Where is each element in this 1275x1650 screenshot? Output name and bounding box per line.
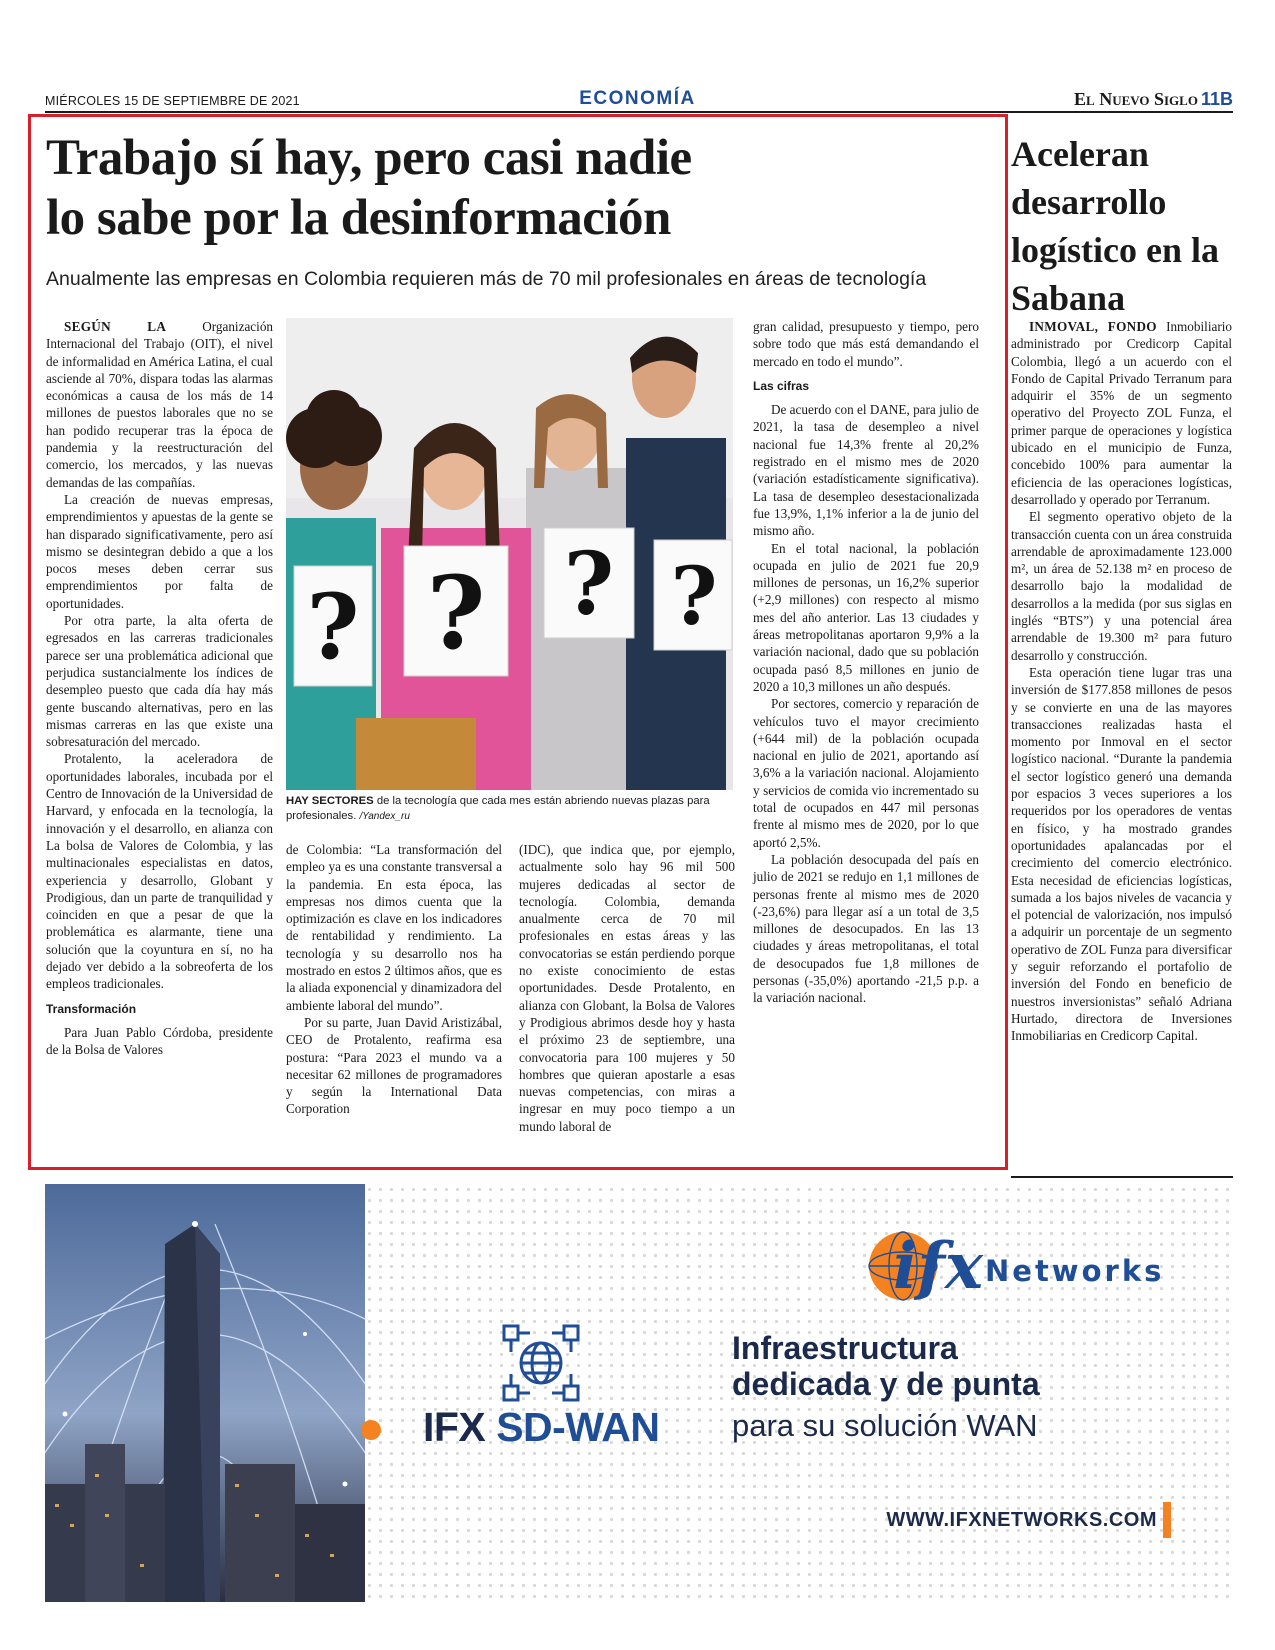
paragraph: Por otra parte, la alta oferta de egresados en las carreras tradicionales parece ser una problemática adicional que perjudica sustancialmente los índices de desempleo puesto que cada día hay más gente buscando alternativas, pero en las mismas carreras en las que existe una sobresaturación del mercado. (46, 613, 273, 750)
paragraph: gran calidad, presupuesto y tiempo, pero sobre todo que más está demandando el mercado en todo el mundo”. (753, 319, 979, 369)
paragraph: Por sectores, comercio y reparación de vehículos tuvo el mayor crecimiento (+644 mil) de la población ocupada nacional en julio de 2021, aportando así 3,6% a la variación nacional. Alojamiento y servicios de comida vio incrementado su total de ocupados en 447 mil personas frente al mismo mes de 2020, por lo que aportó 2,5%. (753, 696, 979, 850)
article-subhead: Anualmente las empresas en Colombia requieren más de 70 mil profesionales en áreas de tecnología (46, 268, 927, 290)
photo-credit: /Yandex_ru (359, 811, 410, 822)
orange-dot-accent (361, 1420, 381, 1440)
page-number: 11B (1200, 89, 1233, 109)
side-article-body (1011, 318, 1232, 1044)
question-sign (294, 566, 372, 686)
publication-name: El Nuevo Siglo (1074, 89, 1198, 109)
ad-tagline-regular: para su solución WAN (732, 1408, 1038, 1443)
svg-text:?: ? (563, 534, 615, 635)
article-column-3 (519, 841, 735, 1135)
lead-in: INMOVAL, FONDO (1029, 319, 1157, 334)
paragraph: La creación de nuevas empresas, emprendimientos y apuestas de la gente se han disparado significativamente, pero así mismo se desintegran debido a que a los pocos meses deben cerrar sus emprendimientos por falta de oportunidades. (46, 491, 273, 611)
article-headline (46, 128, 946, 248)
headline-line-1: Trabajo sí hay, pero casi nadie (46, 130, 692, 186)
question-sign (544, 528, 634, 638)
ad-tagline-bold (732, 1330, 1040, 1402)
product-brand: IFX (423, 1404, 486, 1450)
svg-text:?: ? (670, 549, 718, 643)
header-rule (45, 111, 1233, 113)
side-article-title: Aceleran desarrollo logístico en la Sabana (1011, 134, 1219, 318)
section-title: ECONOMÍA (579, 88, 696, 109)
product-name: SD-WAN (485, 1404, 660, 1450)
city-skyline-illustration (45, 1184, 365, 1602)
paragraph-text: Inmobiliario administrado por Credicorp Capital Colombia, llegó a un acuerdo con el Fondo de Capital Privado Terranum para adquirir el 35% de un segmento operativo del Proyecto ZOL Funza, el primer parque de operaciones y logística ubicado en el municipio de Funza, concebido 100% para aumentar la eficiencia de las operaciones logísticas, desarrollado y operado por Terranum. (1011, 319, 1232, 507)
paragraph (1011, 318, 1232, 508)
svg-text:ifx: ifx (893, 1229, 983, 1304)
issue-date: MIÉRCOLES 15 DE SEPTIEMBRE DE 2021 (45, 94, 300, 108)
paragraph: de Colombia: “La transformación del empleo ya es una constante transversal a la pandemia. En esta época, las empresas nos dimos cuenta que la optimización es clave en los indicadores de rentabilidad y rendimiento. La tecnología y su desarrollo nos ha mostrado en estos 2 últimos años, que es la aliada exponencial y dinamizadora del ambiente laboral del mundo”. (286, 842, 502, 1013)
network-globe-icon (500, 1322, 582, 1404)
question-sign (654, 540, 732, 650)
paragraph (46, 318, 273, 491)
paragraph: El segmento operativo objeto de la transacción cuenta con un área construida arrendable de aproximadamente 123.000 m², un área de 52.138 m² en proceso de desarrollo bajo la modalidad de desarrollos a la medida (por sus siglas en inglés “BTS”) y una potencial área arrendable de 19.300 m² para futuro desarrollo y construcción. (1011, 509, 1232, 663)
paragraph: Esta operación tiene lugar tras una inversión de $177.858 millones de pesos y se convierte en una de las mayores transacciones realizadas hasta el momento por Inmoval en el sector logístico nacional. “Durante la pandemia el sector logístico generó una demanda por espacios 3 veces superiores a los requeridos por los operadores de ventas en físico, y ha mostrado grandes oportunidades apalancadas por el crecimiento del comercio electrónico. Esta necesidad de eficiencias logísticas, sumada a los bajos niveles de vacancia y el potencial de valorización, nos impulsó a adquirir un porcentaje de un segmento operativo de ZOL Funza para diversificar y seguir reforzando el portafolio de inversión del Fondo en beneficio de nuestros inversionistas” señaló Adriana Hurtado, directora de Inversiones Inmobiliarias en Credicorp Capital. (1011, 664, 1232, 1044)
ifx-networks-wordmark: Networks (985, 1254, 1165, 1288)
publication-masthead (1074, 89, 1233, 110)
svg-text:?: ? (426, 554, 486, 672)
paragraph: De acuerdo con el DANE, para julio de 2021, la tasa de desempleo a nivel nacional fue 14,3% frente al 20,2% registrado en el mismo mes de 2020 (variación estadísticamente significativa). La tasa de desempleo desestacionalizada fue 13,9%, 1,1% inferior a la de junio del mismo año. (753, 402, 979, 539)
tagline-line-1: Infraestructura (732, 1330, 958, 1366)
caption-text: de la tecnología que cada mes están abriendo nuevas plazas para profesionales. (286, 795, 710, 822)
people-with-question-marks-illustration (286, 318, 733, 790)
article-photo (286, 318, 733, 790)
paragraph: Protalento, la aceleradora de oportunidades laborales, incubada por el Centro de Innovación de la Universidad de Harvard, y enfocada en la tecnología, la innovación y el desarrollo, en alianza con La bolsa de Valores de Colombia, y las multinacionales especialistas en datos, experiencia y desarrollo, Globant y Prodigious, dan un parte de tranquilidad y coinciden en que a pesar de que la problemática es alarmante, tiene una solución que la coyuntura en sí, no ha dejado ver debido a la sobreoferta de los empleos tradicionales. (46, 751, 273, 992)
ifx-advertisement[interactable] (45, 1184, 1235, 1604)
lead-in: SEGÚN LA (64, 319, 167, 334)
question-sign (404, 546, 508, 676)
svg-text:?: ? (306, 574, 360, 680)
paragraph: La población desocupada del país en julio de 2021 se redujo en 1,1 millones de personas frente al mismo mes de 2020 (-23,6%) para llegar así a un total de 3,5 millones de desocupados. En las 13 ciudades y áreas metropolitanas, el total de desocupados fue 1,8 millones de personas (-35,0%) aportando -21,5 p.p. a la variación nacional. (753, 851, 979, 1006)
headline-line-2: lo sabe por la desinformación (46, 190, 671, 246)
ad-website-link[interactable]: WWW.IFXNETWORKS.COM (886, 1509, 1157, 1531)
paragraph: Por su parte, Juan David Aristizábal, CEO de Protalento, reafirma esa postura: “Para 2023 el mundo va a necesitar 62 millones de programadores y según la International Data Corporation (286, 1014, 502, 1117)
paragraph-text: Organización Internacional del Trabajo (OIT), el nivel de informalidad en América Latina, el cual asciende al 70%, dispara todas las alarmas económicas a causa de los más de 14 millones de puestos laborales que no se han podido recuperar tras la época de pandemia y la reestructuración del comercio, los mercados, y las nuevas demandas de las compañías. (46, 319, 274, 490)
side-article-rule (1011, 1176, 1233, 1178)
orange-bar-accent (1163, 1502, 1171, 1538)
section-subhead: Transformación (46, 1001, 137, 1016)
paragraph: (IDC), que indica que, por ejemplo, actualmente solo hay 96 mil 500 mujeres dedicadas al sector de tecnología. Colombia, demanda anualmente cerca de 70 mil profesionales en estas áreas y las convocatorias se están perdiendo porque no existe conocimiento de estas oportunidades. Desde Protalento, en alianza con Globant, la Bolsa de Valores y Prodigious abrimos desde hoy y hasta el próximo 23 de septiembre, una convocatoria para 100 mujeres y 50 hombres que quieran apostarle a esas nuevas competencias, con miras a ingresar en muy poco tiempo a un mundo laboral de (519, 842, 735, 1134)
ifx-sdwan-product (423, 1404, 659, 1451)
ad-city-network-image (45, 1184, 365, 1602)
paragraph: Para Juan Pablo Córdoba, presidente de la Bolsa de Valores (46, 1024, 273, 1058)
article-column-2 (286, 841, 502, 1118)
tagline-line-2: dedicada y de punta (732, 1366, 1040, 1402)
section-subhead: Las cifras (753, 378, 810, 393)
article-column-4 (753, 318, 979, 1007)
paragraph: En el total nacional, la población ocupada en julio de 2021 fue 20,9 millones de personas, un 16,2% superior (+2,9 millones) con respecto al mismo mes del año anterior. Las 13 ciudades y áreas metropolitanas aportaron 9,9% a la variación nacional, dado que su población ocupada pasó 8,5 millones en junio de 2020 a 10,3 millones un año después. (753, 540, 979, 694)
photo-caption (286, 794, 736, 824)
article-column-1 (46, 318, 273, 1058)
caption-lead: HAY SECTORES (286, 795, 374, 807)
